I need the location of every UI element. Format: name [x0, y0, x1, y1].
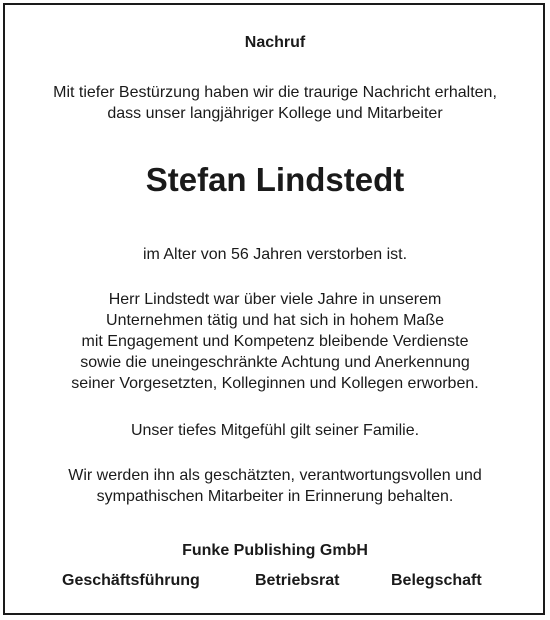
signer-management: Geschäftsführung	[62, 572, 200, 589]
tribute-line: mit Engagement und Kompetenz bleibende Verdienste	[81, 333, 469, 350]
memory-paragraph	[0, 465, 550, 507]
tribute-line: Unternehmen tätig und hat sich in hohem Maße	[106, 312, 444, 329]
deceased-name: Stefan Lindstedt	[145, 161, 405, 198]
tribute-paragraph	[0, 289, 550, 394]
tribute-line: sowie die uneingeschränkte Achtung und Anerkennung	[80, 354, 470, 371]
tribute-line: seiner Vorgesetzten, Kolleginnen und Kollegen erworben.	[71, 375, 479, 392]
signer-works-council: Betriebsrat	[255, 572, 340, 589]
company-name: Funke Publishing GmbH	[182, 542, 368, 559]
memory-line: sympathischen Mitarbeiter in Erinnerung behalten.	[96, 488, 454, 505]
sympathy-line: Unser tiefes Mitgefühl gilt seiner Familie.	[130, 422, 420, 439]
tribute-line: Herr Lindstedt war über viele Jahre in unserem	[108, 291, 442, 308]
notice-heading: Nachruf	[244, 34, 306, 51]
intro-line: Mit tiefer Bestürzung haben wir die traurige Nachricht erhalten,	[53, 84, 497, 101]
memory-line: Wir werden ihn als geschätzten, verantwortungsvollen und	[68, 467, 482, 484]
intro-line: dass unser langjähriger Kollege und Mitarbeiter	[107, 105, 443, 122]
signers-row	[0, 570, 550, 591]
age-line: im Alter von 56 Jahren verstorben ist.	[142, 246, 408, 263]
intro-paragraph	[0, 82, 550, 124]
signer-staff: Belegschaft	[391, 572, 482, 589]
